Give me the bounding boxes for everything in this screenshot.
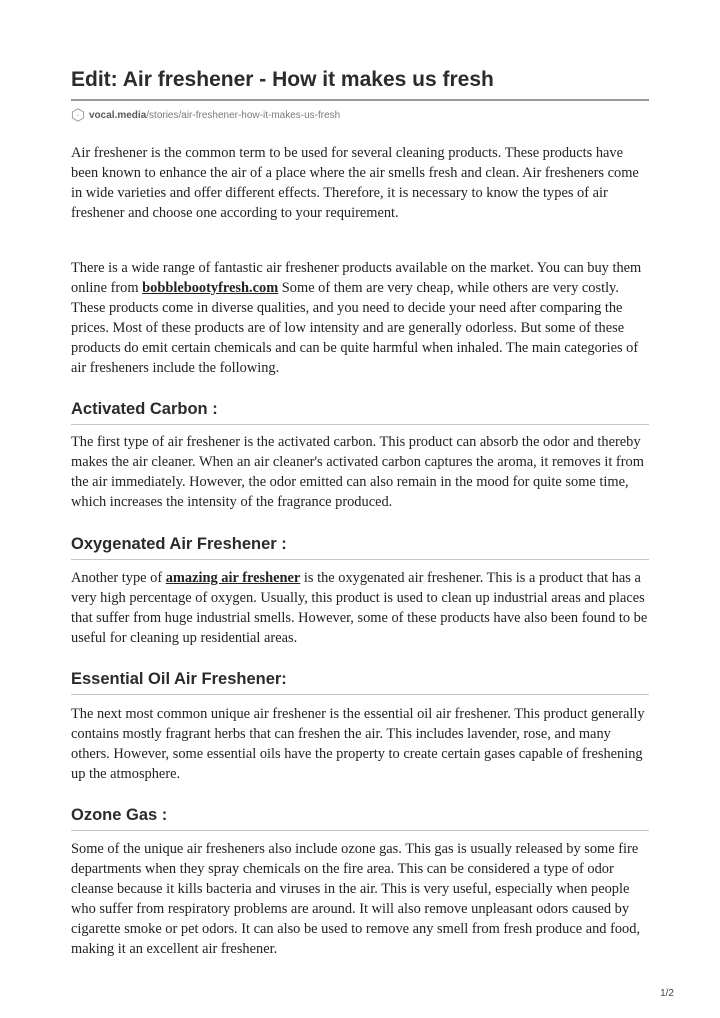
section-divider (71, 694, 649, 695)
title-divider (71, 99, 649, 101)
svg-text:v: v (77, 112, 79, 118)
intro-paragraph-1: Air freshener is the common term to be used for several cleaning products. These products have been known to enhance the air of a place where the air smells fresh and clean. Air fresheners come in wide varieties and offer different effects. Therefore, it is necessary to know the types of air freshener and choose one according to your requirement. (71, 145, 639, 221)
source-domain: vocal.media (89, 109, 147, 121)
oxygenated-paragraph (71, 568, 651, 648)
heading-essential-oil: Essential Oil Air Freshener: (71, 670, 287, 688)
oxygenated-text-end: is the oxygenated air freshener. This is a product that has a very high percentage of oxygen. Usually, this product is used to clean up industrial areas and places that suffer from huge industrial smells. However, some of these products have also been found to be useful for cleaning up residential areas. (71, 570, 648, 646)
oxygenated-text-start: Another type of (71, 570, 166, 586)
page-title: Edit: Air freshener - How it makes us fresh (71, 68, 494, 91)
intro-p2-start: There is a wide range of fantastic air freshener products available on the market. You can buy them online from (71, 260, 642, 296)
bobblebootyfresh-link[interactable]: bobblebootyfresh.com (142, 280, 279, 296)
vocal-logo-icon (71, 108, 85, 122)
page-number: 1/2 (660, 988, 674, 999)
section-divider (71, 424, 649, 425)
section-divider (71, 830, 649, 831)
source-path: /stories/air-freshener-how-it-makes-us-fresh (146, 109, 341, 121)
heading-oxygenated: Oxygenated Air Freshener : (71, 535, 287, 553)
activated-carbon-paragraph: The first type of air freshener is the activated carbon. This product can absorb the odor and thereby makes the air cleaner. When an air cleaner's activated carbon captures the aroma, it removes it from the air immediately. However, the odor emitted can also remain in the mood for quite some time, which increases the intensity of the fragrance produced. (71, 434, 644, 510)
heading-activated-carbon: Activated Carbon : (71, 400, 218, 418)
intro-p2-end: Some of them are very cheap, while others are very costly. These products come in diverse qualities, and you need to decide your need after comparing the prices. Most of these products are of low intensity and are generally odorless. But some of these products do emit certain chemicals and can be quite harmful when inhaled. The main categories of air fresheners include the following. (71, 280, 639, 376)
section-divider (71, 559, 649, 560)
source-url[interactable] (71, 107, 340, 123)
amazing-air-freshener-link[interactable]: amazing air freshener (165, 570, 301, 586)
heading-ozone-gas: Ozone Gas : (71, 806, 168, 824)
intro-paragraph-2 (71, 258, 651, 378)
ozone-gas-paragraph: Some of the unique air fresheners also include ozone gas. This gas is usually released by some fire departments when they spray chemicals on the fire area. This can be considered a type of odor cleanse because it kills bacteria and viruses in the air. This is very useful, especially when people who suffer from respiratory problems are around. It will also remove unpleasant odors caused by cigarette smoke or pet odors. It can also be used to remove any smell from fresh produce and food, making it an excellent air freshener. (71, 841, 641, 957)
essential-oil-paragraph: The next most common unique air freshener is the essential oil air freshener. This product generally contains mostly fragrant herbs that can freshen the air. This includes lavender, rose, and many others. However, some essential oils have the property to create certain gases capable of freshening up the atmosphere. (71, 706, 645, 782)
